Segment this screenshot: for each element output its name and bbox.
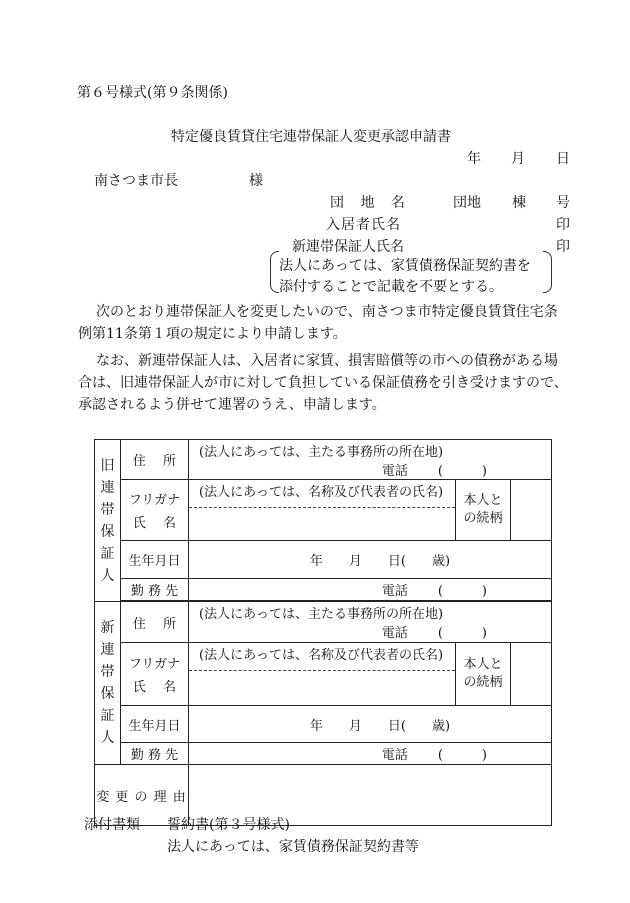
- paragraph-2-line-3: 承認されるよう併せて連署のうえ、申請します。: [78, 397, 386, 413]
- furigana-divider: [189, 670, 455, 671]
- old-guarantor-label: 旧 連 帯 保 証 人: [95, 440, 121, 602]
- new-guarantor-seal: 印: [556, 239, 570, 255]
- old-work-field[interactable]: [189, 579, 552, 601]
- new-birth-field[interactable]: 年 月 日( 歳): [189, 706, 552, 743]
- new-name-note: (法人にあっては、名称及び代表者の氏名): [199, 648, 444, 663]
- new-guarantor-name-label: 新連帯保証人氏名: [292, 239, 404, 255]
- new-relation-label: 本人と の続柄: [456, 643, 511, 706]
- new-work-phone-label: 電話: [381, 748, 408, 763]
- new-address-label: 住 所: [121, 602, 189, 643]
- new-relation-field[interactable]: [511, 643, 552, 706]
- new-name-label: フリガナ 氏 名: [121, 643, 189, 706]
- paragraph-2-line-1: なお、新連帯保証人は、入居者に家賃、損害賠償等の市への債務がある場: [96, 353, 558, 369]
- old-name-note: (法人にあっては、名称及び代表者の氏名): [199, 485, 444, 500]
- new-work-label: 勤 務 先: [121, 743, 189, 765]
- resident-seal: 印: [556, 217, 570, 233]
- new-address-note: (法人にあっては、主たる事務所の所在地): [199, 607, 444, 622]
- attachment-item-1: 誓約書(第３号様式): [167, 817, 290, 833]
- paragraph-2-line-2: 合は、旧連帯保証人が市に対して負担している保証債務を引き受けますので、: [78, 375, 568, 391]
- new-work-field[interactable]: [189, 743, 552, 765]
- new-address-phone-label: 電話: [381, 626, 408, 641]
- guarantor-form-table: [94, 439, 552, 826]
- note-line-2: 添付することで記載を不要とする。: [279, 279, 503, 295]
- new-address-phone-paren: ( ): [437, 626, 488, 641]
- old-address-field[interactable]: [189, 440, 552, 480]
- old-address-phone-label: 電話: [381, 464, 408, 479]
- attachments-label: 添付書類: [84, 817, 140, 833]
- danchi-label: 団 地 名: [330, 195, 411, 211]
- new-name-field[interactable]: [189, 643, 456, 706]
- date-day-label: 日: [556, 151, 570, 167]
- old-address-label: 住 所: [121, 440, 189, 480]
- old-work-label: 勤 務 先: [121, 579, 189, 601]
- old-work-phone-label: 電話: [381, 584, 408, 599]
- date-year-label: 年: [467, 151, 481, 167]
- old-relation-field[interactable]: [511, 480, 552, 541]
- old-address-note: (法人にあっては、主たる事務所の所在地): [199, 445, 444, 460]
- old-name-label: フリガナ 氏 名: [121, 480, 189, 541]
- building-unit: 棟: [512, 195, 526, 211]
- old-relation-label: 本人と の続柄: [456, 480, 511, 541]
- danchi-unit: 団地: [453, 195, 481, 211]
- note-line-1: 法人にあっては、家賃債務保証契約書を: [279, 258, 531, 274]
- paragraph-1-line-2: 例第11条第１項の規定により申請します。: [78, 326, 347, 342]
- form-number: 第６号様式(第９条関係): [77, 85, 228, 101]
- resident-name-label: 入居者氏名: [326, 217, 401, 233]
- new-birth-label: 生年月日: [121, 706, 189, 743]
- addressee-honorific: 様: [249, 173, 263, 189]
- paragraph-1-line-1: 次のとおり連帯保証人を変更したいので、南さつま市特定優良賃貸住宅条: [96, 304, 558, 320]
- attachment-item-2: 法人にあっては、家賃債務保証契約書等: [167, 839, 419, 855]
- addressee: 南さつま市長: [94, 173, 178, 189]
- date-month-label: 月: [511, 151, 525, 167]
- new-work-phone-paren: ( ): [437, 748, 488, 763]
- old-work-phone-paren: ( ): [437, 584, 488, 599]
- old-name-field[interactable]: [189, 480, 456, 541]
- document-title: 特定優良賃貸住宅連帯保証人変更承認申請書: [171, 129, 451, 145]
- old-birth-label: 生年月日: [121, 541, 189, 579]
- old-address-phone-paren: ( ): [437, 464, 488, 479]
- new-guarantor-label: 新 連 帯 保 証 人: [95, 602, 121, 765]
- new-address-field[interactable]: [189, 602, 552, 643]
- change-reason-label: 変 更 の 理 由: [95, 765, 189, 826]
- furigana-divider: [189, 507, 455, 508]
- old-birth-field[interactable]: 年 月 日( 歳): [189, 541, 552, 579]
- room-unit: 号: [556, 195, 570, 211]
